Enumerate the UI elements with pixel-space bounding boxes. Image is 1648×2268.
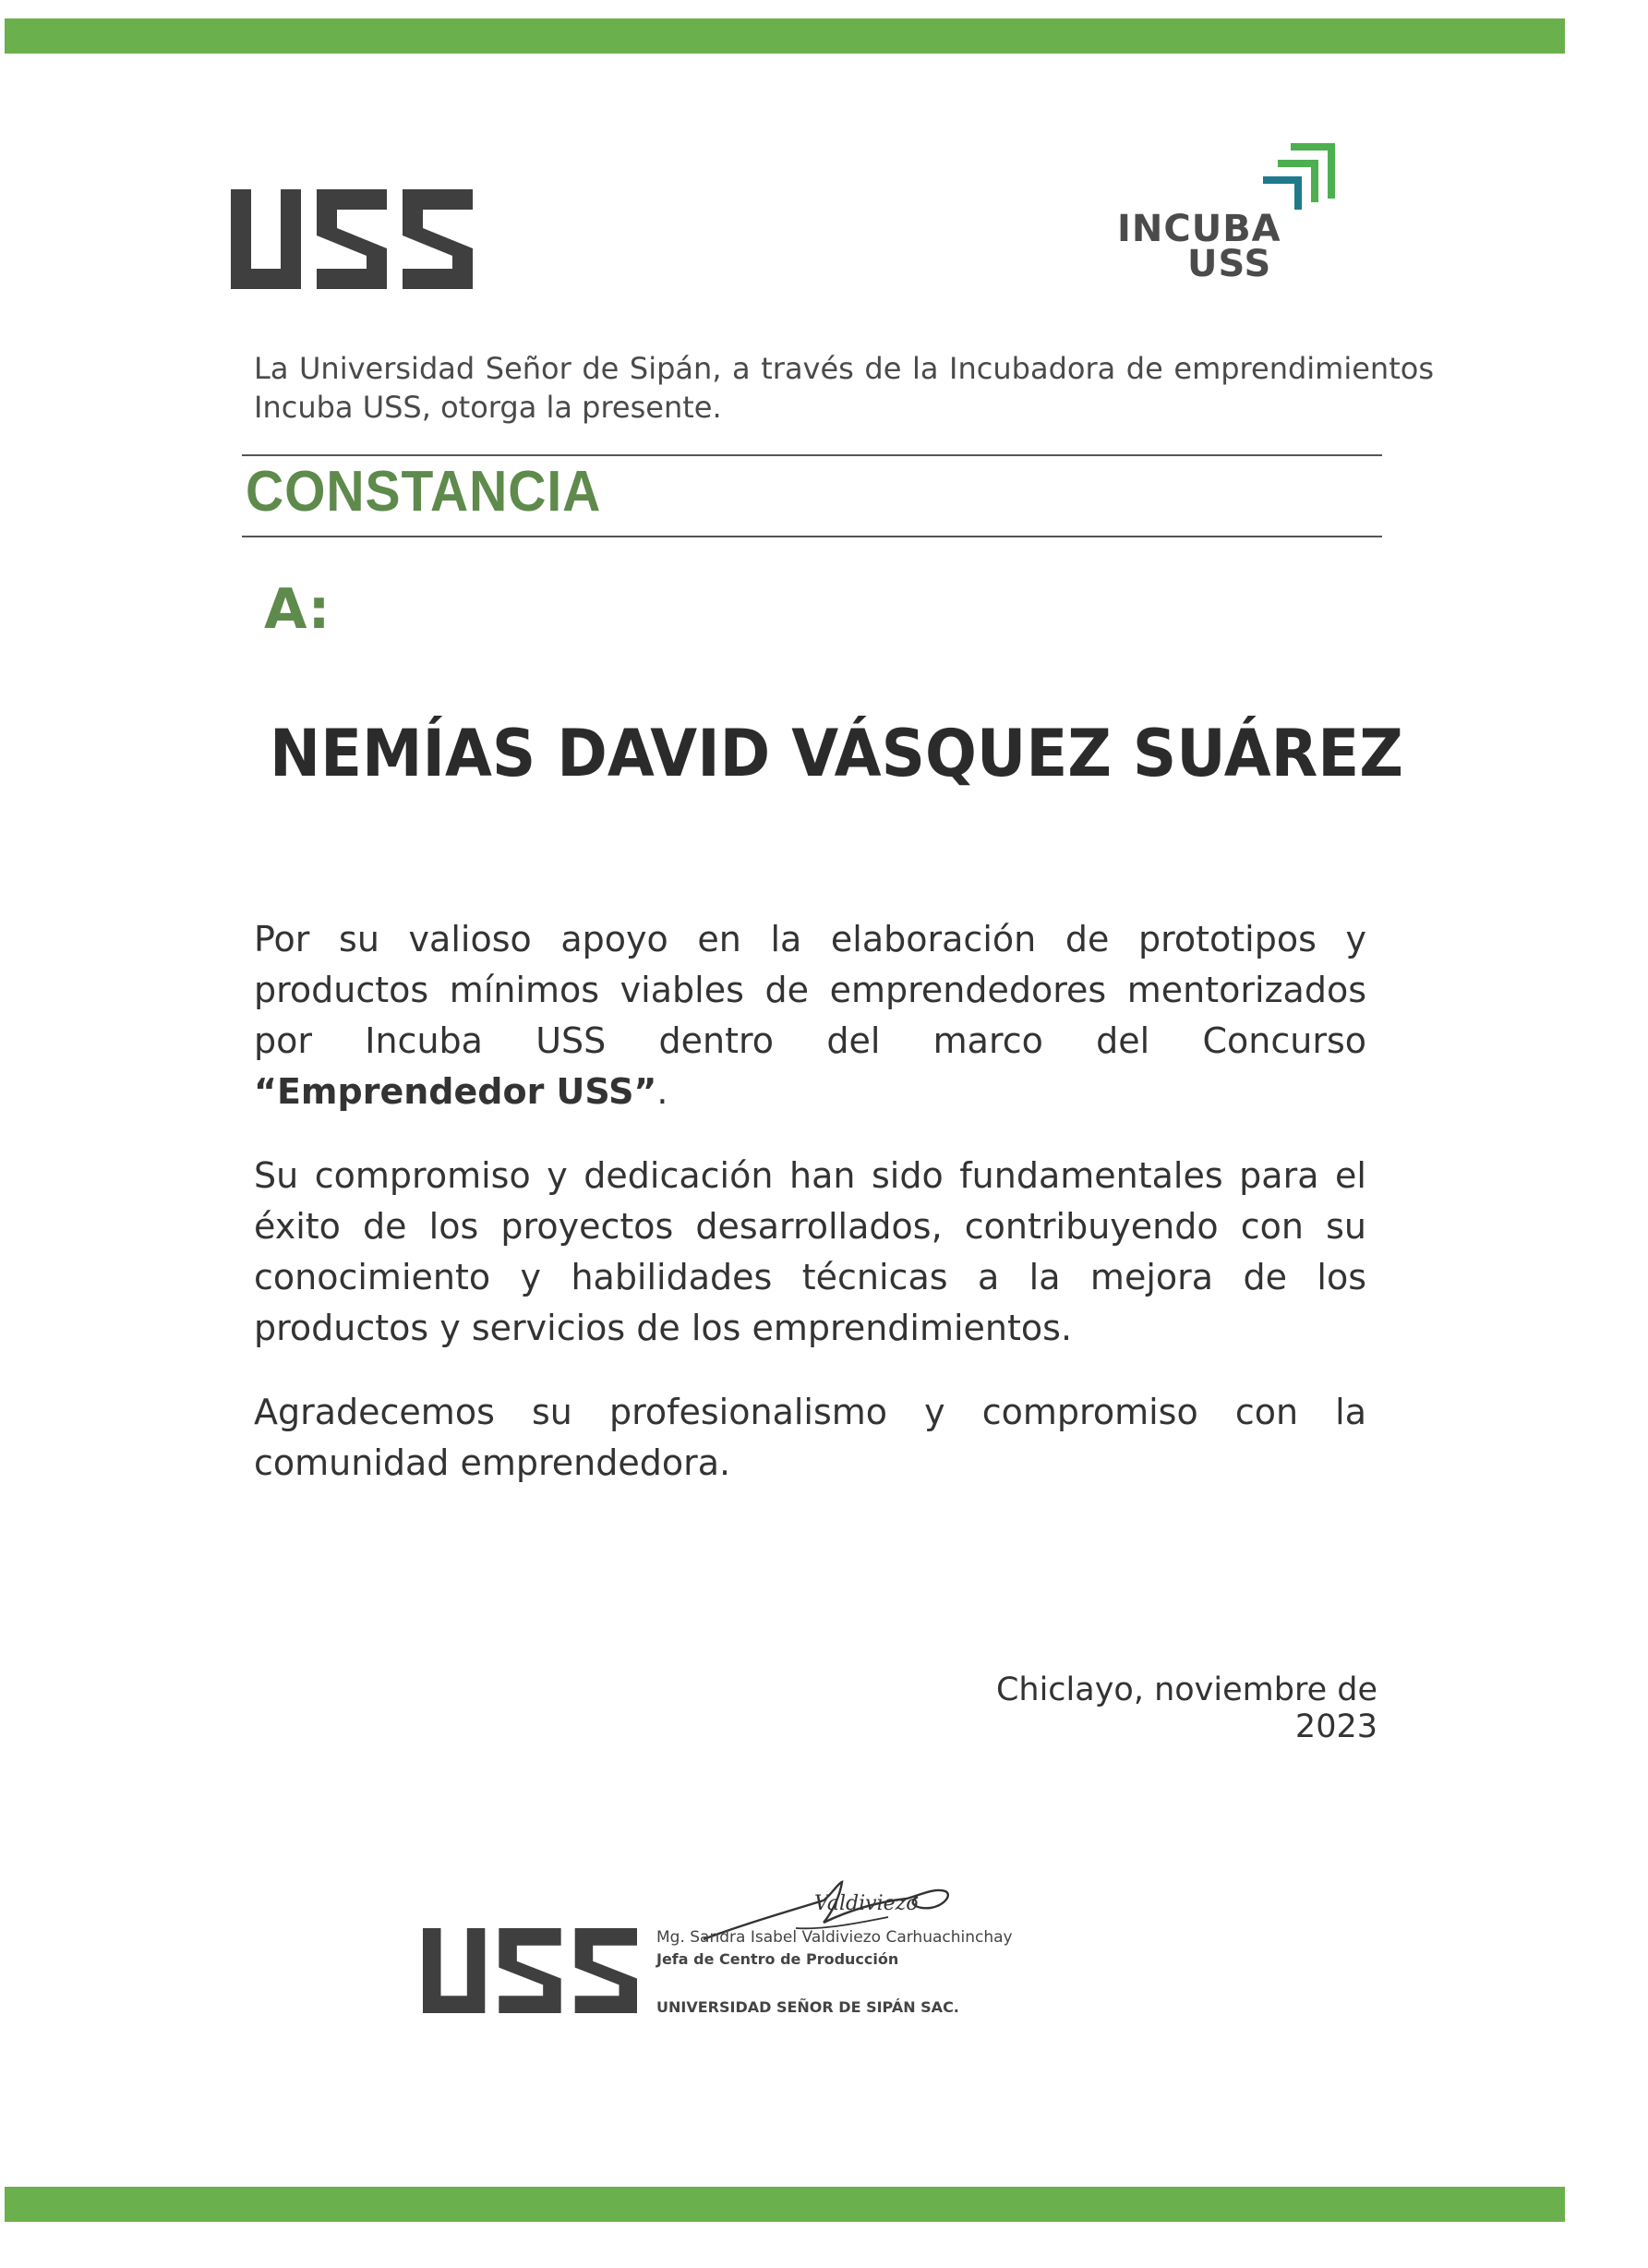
signature-block bbox=[420, 1875, 1066, 2032]
body-paragraph-1 bbox=[254, 914, 1366, 1117]
recipient-name: NEMÍAS DAVID VÁSQUEZ SUÁREZ bbox=[270, 716, 1403, 791]
uss-logo-footer bbox=[423, 1928, 637, 2013]
place-date: Chiclayo, noviembre de 2023 bbox=[995, 1671, 1377, 1745]
to-label: A: bbox=[264, 577, 331, 642]
body-paragraph-3: Agradecemos su profesionalismo y compromiso con la comunidad emprendedora. bbox=[254, 1392, 1366, 1483]
intro-text: La Universidad Señor de Sipán, a través de la Incubadora de emprendimientos Incuba USS, otorga la presente. bbox=[254, 351, 1434, 425]
body-paragraph-1-end: . bbox=[656, 1071, 668, 1112]
incuba-uss-logo bbox=[1117, 143, 1339, 285]
incuba-text: INCUBA bbox=[1117, 208, 1281, 250]
title-top-rule bbox=[242, 454, 1382, 456]
body-paragraph-1-text: Por su valioso apoyo en la elaboración de prototipos y productos mínimos viables de emprendedores mentorizados por Incuba USS dentro del marco del Concurso bbox=[254, 919, 1366, 1061]
uss-logo-mark bbox=[231, 189, 473, 289]
incuba-uss-text: USS bbox=[1187, 243, 1272, 285]
bottom-green-bar bbox=[5, 2187, 1565, 2222]
uss-footer-logo-mark bbox=[423, 1928, 637, 2013]
top-green-bar bbox=[5, 18, 1565, 54]
signer-role: Jefa de Centro de Producción bbox=[656, 1950, 899, 1968]
signature-handwriting: Valdiviezo bbox=[814, 1892, 919, 1915]
signer-name: Mg. Sandra Isabel Valdiviezo Carhuachinchay bbox=[656, 1928, 1013, 1947]
body-paragraph-2: Su compromiso y dedicación han sido fundamentales para el éxito de los proyectos desarrollados, contribuyendo con su conocimiento y habilidades técnicas a la mejora de los productos y servicios de los emprendimientos. bbox=[254, 1155, 1366, 1348]
title-bottom-rule bbox=[242, 536, 1382, 537]
uss-logo bbox=[231, 189, 473, 289]
certificate-body bbox=[254, 914, 1366, 1522]
incuba-arrows-icon bbox=[1254, 143, 1339, 217]
document-title: CONSTANCIA bbox=[246, 460, 602, 524]
signer-organization: UNIVERSIDAD SEÑOR DE SIPÁN SAC. bbox=[656, 1998, 959, 2016]
contest-name: “Emprendedor USS” bbox=[254, 1071, 657, 1112]
